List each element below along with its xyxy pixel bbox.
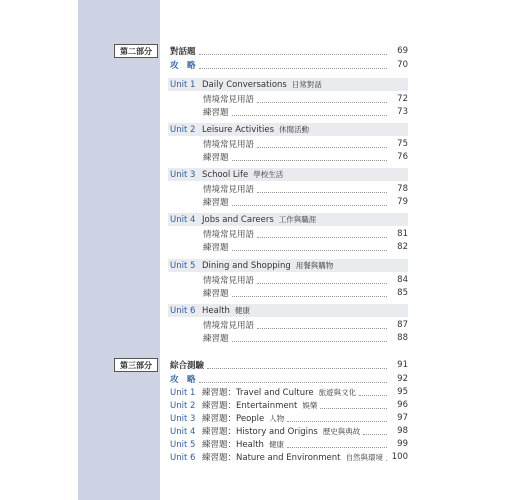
page-number: 85 [397, 288, 408, 298]
unit-number: Unit 5 [170, 260, 196, 271]
strategy-label: 攻 略 [170, 61, 196, 71]
unit-name: Travel and Culture [236, 388, 314, 398]
page-number: 72 [397, 94, 408, 104]
entry-label: 情境常見用語 [203, 140, 255, 150]
entry-label: 練習題 [203, 334, 229, 344]
unit-name: Health [236, 440, 264, 450]
part3-title-row[interactable] [170, 359, 408, 371]
leader-dots [232, 109, 387, 116]
leader-dots [359, 389, 387, 396]
unit-number: Unit 6 [170, 453, 196, 463]
unit-number: Unit 5 [170, 440, 196, 450]
unit-number: Unit 3 [170, 169, 196, 180]
toc-entry[interactable] [203, 138, 408, 150]
unit-number: Unit 3 [170, 414, 196, 424]
part2-unit3-heading[interactable] [168, 168, 408, 181]
page-number: 81 [397, 229, 408, 239]
unit-zh-name: 休閒活動 [279, 125, 310, 134]
leader-dots [287, 441, 387, 448]
unit-name: School Life [202, 169, 249, 180]
unit-zh-name: 人物 [269, 414, 285, 423]
leader-dots [257, 277, 387, 284]
part3-unit2-row[interactable] [170, 399, 408, 411]
page-number: 76 [397, 152, 408, 162]
unit-name: Leisure Activities [202, 124, 275, 135]
toc-entry[interactable] [203, 332, 408, 344]
entry-label: 情境常見用語 [203, 95, 255, 105]
part3-label: 第三部分 [114, 358, 158, 372]
unit-zh-name: 學校生活 [253, 170, 284, 179]
side-band [78, 0, 160, 500]
page-number: 79 [397, 197, 408, 207]
leader-dots [199, 62, 387, 69]
unit-prefix: 練習題： [202, 440, 237, 450]
leader-dots [363, 428, 387, 435]
unit-zh-name: 健康 [268, 440, 284, 449]
page-number: 75 [397, 139, 408, 149]
unit-number: Unit 1 [170, 388, 196, 398]
unit-name: Health [202, 305, 230, 316]
unit-number: Unit 4 [170, 427, 196, 437]
unit-zh-name: 健康 [234, 306, 250, 315]
page-number: 98 [397, 426, 408, 436]
toc-entry[interactable] [203, 241, 408, 253]
toc-entry[interactable] [203, 106, 408, 118]
toc-entry[interactable] [203, 228, 408, 240]
leader-dots [199, 48, 387, 55]
part2-title-row[interactable] [170, 45, 408, 57]
part2-unit6-heading[interactable] [168, 304, 408, 317]
part3-title: 綜合測驗 [170, 361, 205, 371]
toc-entry[interactable] [203, 287, 408, 299]
strategy-label: 攻 略 [170, 375, 196, 385]
part2-label: 第二部分 [114, 44, 158, 58]
unit-number: Unit 2 [170, 401, 196, 411]
part3-unit3-row[interactable] [170, 412, 408, 424]
part2-unit4-heading[interactable] [168, 213, 408, 226]
entry-label: 練習題 [203, 108, 229, 118]
entry-label: 情境常見用語 [203, 185, 255, 195]
entry-label: 練習題 [203, 243, 229, 253]
part2-title: 對話題 [170, 47, 196, 57]
leader-dots [232, 335, 387, 342]
leader-dots [257, 322, 387, 329]
leader-dots [207, 362, 387, 369]
page-number: 69 [397, 46, 408, 56]
unit-prefix: 練習題： [202, 414, 237, 424]
page-number: 95 [397, 387, 408, 397]
part3-unit4-row[interactable] [170, 425, 408, 437]
unit-name: History and Origins [236, 427, 318, 437]
unit-number: Unit 2 [170, 124, 196, 135]
unit-name: Jobs and Careers [202, 214, 274, 225]
toc-entry[interactable] [203, 274, 408, 286]
leader-dots [232, 154, 387, 161]
toc-entry[interactable] [203, 319, 408, 331]
unit-number: Unit 1 [170, 79, 196, 90]
leader-dots [232, 244, 387, 251]
unit-zh-name: 工作與職涯 [278, 215, 317, 224]
unit-zh-name: 旅遊與文化 [318, 388, 357, 397]
unit-zh-name: 用餐與購物 [295, 261, 334, 270]
part3-unit6-row[interactable] [170, 451, 408, 463]
page-number: 96 [397, 400, 408, 410]
page-number: 88 [397, 333, 408, 343]
page-number: 91 [397, 360, 408, 370]
unit-name: Daily Conversations [202, 79, 287, 90]
toc-entry[interactable] [203, 93, 408, 105]
entry-label: 情境常見用語 [203, 321, 255, 331]
page-number: 70 [397, 60, 408, 70]
toc-entry[interactable] [203, 196, 408, 208]
part3-strategy-row[interactable] [170, 373, 408, 385]
page-number: 84 [397, 275, 408, 285]
unit-zh-name: 歷史與典故 [322, 427, 361, 436]
unit-prefix: 練習題： [202, 453, 237, 463]
part2-unit2-heading[interactable] [168, 123, 408, 136]
entry-label: 練習題 [203, 153, 229, 163]
page-number: 97 [397, 413, 408, 423]
part2-strategy-row[interactable] [170, 59, 408, 71]
page-number: 73 [397, 107, 408, 117]
part2-unit1-heading[interactable] [168, 78, 408, 91]
unit-name: Entertainment [236, 401, 298, 411]
page-number: 100 [391, 452, 408, 462]
part2-unit5-heading[interactable] [168, 259, 408, 272]
toc-entry[interactable] [203, 183, 408, 195]
page-number: 99 [397, 439, 408, 449]
unit-number: Unit 6 [170, 305, 196, 316]
unit-name: People [236, 414, 265, 424]
leader-dots [199, 376, 387, 383]
leader-dots [257, 96, 387, 103]
part3-unit5-row[interactable] [170, 438, 408, 450]
entry-label: 情境常見用語 [203, 230, 255, 240]
page-number: 82 [397, 242, 408, 252]
entry-label: 練習題 [203, 198, 229, 208]
unit-prefix: 練習題： [202, 427, 237, 437]
entry-label: 練習題 [203, 289, 229, 299]
leader-dots [287, 415, 387, 422]
unit-prefix: 練習題： [202, 401, 237, 411]
page-number: 92 [397, 374, 408, 384]
page-number: 87 [397, 320, 408, 330]
unit-name: Dining and Shopping [202, 260, 291, 271]
leader-dots [257, 141, 387, 148]
unit-number: Unit 4 [170, 214, 196, 225]
unit-zh-name: 娛樂 [302, 401, 318, 410]
unit-name: Nature and Environment [236, 453, 341, 463]
leader-dots [320, 402, 387, 409]
leader-dots [232, 290, 387, 297]
leader-dots [386, 454, 387, 461]
entry-label: 情境常見用語 [203, 276, 255, 286]
unit-zh-name: 日常對話 [291, 80, 322, 89]
page-number: 78 [397, 184, 408, 194]
toc-entry[interactable] [203, 151, 408, 163]
part3-unit1-row[interactable] [170, 386, 408, 398]
leader-dots [232, 199, 387, 206]
leader-dots [257, 231, 387, 238]
unit-prefix: 練習題： [202, 388, 237, 398]
unit-zh-name: 自然與環境 [345, 453, 384, 462]
leader-dots [257, 186, 387, 193]
